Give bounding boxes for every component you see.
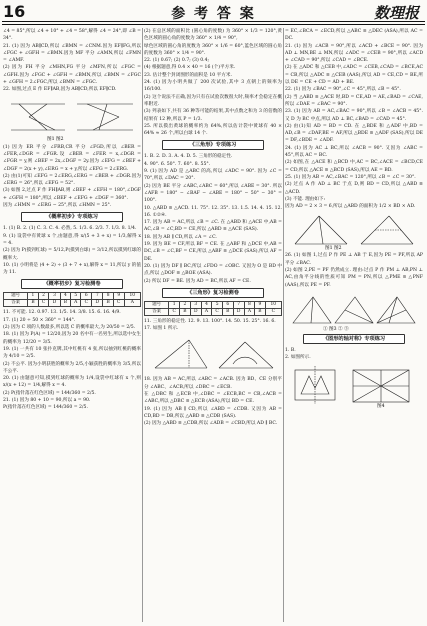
answer-paragraph: = EC,∠BCA = ∠ECD,所以 △ABC ≌ △DEC (ASA),所以 AC = DC. xyxy=(285,29,423,42)
figure-caption: ① 图3 ② ③ xyxy=(323,326,349,331)
answer-paragraph: 1. B. 2. D. 3. A. 4. D. 5. 三角形的稳定性. xyxy=(144,154,233,160)
table-cell: 4 xyxy=(201,301,211,308)
table-cell: 9 xyxy=(255,301,265,308)
table-cell: C xyxy=(169,308,180,315)
answer-paragraph: 21. (1) 因为 80 + 10 = 90,所以 a = 90. xyxy=(3,397,91,403)
answer-paragraph: 4. 90°. 6. 50°. 7. 60°. 8. 55°. xyxy=(144,161,211,167)
answer-paragraph: (2) P(指针落在红色区域) = 144/360 = 2/5. xyxy=(3,390,96,396)
column-divider xyxy=(283,28,284,622)
answer-paragraph: (2) 不公平. 因为小明获胜的概率为 2/5,小颖获胜的概率为 3/5,所以不公平. xyxy=(3,361,141,374)
answer-paragraph: (2) 在总区域的面积比 (圆心角的度数) 为 360° × 1/3 = 120°,黄色区域的圆心角的度数为 360° × 1/4 = 90°, xyxy=(144,29,282,42)
table-cell: D xyxy=(233,308,244,315)
figure-caption: 图1 图2 xyxy=(325,246,342,251)
answer-paragraph: 22. (1) 因为 ∠BAC = 90°,∠C = 45°,所以 ∠B = 45°. xyxy=(285,87,401,93)
table-cell: C xyxy=(265,308,281,315)
table-cell: 8 xyxy=(103,293,113,300)
answer-paragraph: ∠4 = 85°,所以 ∠4 + 10° + ∠4 = 58°,解得 ∠4 = 24°,即 ∠B = 34°. xyxy=(3,29,141,42)
answer-paragraph: (2) 在 △ADC 和 △CEB 中,∠ADC = ∠CEB,∠CAD = ∠BCE,AC = CB,所以 △ADC ≌ △CEB (AAS),所以 AD = CE,CD = BE,所以 DE = CE + CD = AD + BE. xyxy=(285,65,423,86)
answer-paragraph: 18. 因为 AB ∥ CD,所以 ∠A = ∠C. xyxy=(144,234,217,240)
section-title: 《三角形》专项练习 xyxy=(162,140,264,150)
answer-paragraph: (2) 因为 FH 平分 ∠MHN,FG 平分 ∠MFN,所以 ∠FGC = ∠GFH.因为 ∠FGC + ∠GFH = ∠BMN,所以 ∠BMN = ∠FGC + ∠GFH = 2∠FGC,所以 ∠BMN = ∠FGC. xyxy=(3,65,141,86)
axis-symmetry-figure xyxy=(289,364,419,408)
answer-paragraph: 23. (1) 因为 AB = AC,∠BAC = 90°,所以 ∠B = ∠ACB = 45°. 又 D 为 BC 中点,所以 AD ⊥ BC,∠BAD = ∠CAD = 45°. xyxy=(285,109,423,122)
figure-caption: 图4 xyxy=(377,403,385,408)
table-cell: A xyxy=(201,308,211,315)
answer-paragraph: (2) 如图 2,PE = PF 仍然成立. 理由:过点 P 作 PM ⊥ AB,PN ⊥ AC,由角平分线的性质可知 PM = PN,所以 △PME ≌ △PNF (AAS),所以 PE = PF. xyxy=(285,268,423,288)
answer-paragraph: (2) 由(1)知 AD = BD = CD. 在 △BDE 和 △ADF 中,BD = AD,∠B = ∠DAF,BE = AF,所以 △BDE ≌ △ADF (SAS),所以 DE = DF,∠BDE = ∠ADF. xyxy=(285,123,423,144)
table-cell: B xyxy=(255,308,265,315)
column-2 xyxy=(144,28,282,622)
page-number: 16 xyxy=(3,2,26,21)
table-cell: 1 xyxy=(169,301,180,308)
parallel-lines-figure xyxy=(7,96,137,142)
answer-paragraph: 21. (1) 因为 AB∥CD,所以 ∠BMN = ∠CNM.因为 EF∥FG,所以 ∠FGC + ∠GFH = ∠BMN.因为 MF 平分 ∠AMN,所以 ∠FMN = ∠AMF. xyxy=(3,43,141,64)
triangle-cases-figure xyxy=(289,291,419,331)
table-cell: C xyxy=(212,308,223,315)
answer-table xyxy=(3,292,141,307)
answer-paragraph: 因为 AD = 2 × 3 = 6,所以 △ABD 的面积为 1/2 × BD × AD. xyxy=(285,204,416,210)
answer-paragraph: 17. 因为 AB = AC,所以 ∠B = ∠C. 在 △ABD 和 △ACE 中,AB = AC,∠B = ∠C,BD = CE,所以 △ABD ≌ △ACE (SAS). xyxy=(144,220,282,233)
table-cell: 5 xyxy=(212,301,223,308)
answer-paragraph: 1. B. xyxy=(285,347,296,353)
table-cell: 9 xyxy=(113,293,124,300)
answer-paragraph: 19. (1) 一共有 10 张扑克牌,其中红桃有 4 张,所以抽到红桃的概率为 4/10 = 2/5. xyxy=(3,346,141,360)
table-cell: D xyxy=(190,308,201,315)
table-cell: B xyxy=(223,308,233,315)
answer-paragraph: 26. (1) 如图 1,过点 P 作 PE ⊥ AB 于 E,因为 PE = PF,所以 AP 平分 ∠BAC. xyxy=(285,253,423,266)
table-cell: 8 xyxy=(244,301,254,308)
answer-paragraph: 22. 如图,过点 E 作 EF∥AB,因为 AB∥CD,所以 EF∥CD. xyxy=(3,87,117,93)
answer-paragraph: 10. (1) 小明将是 (4 + 2) ÷ (3 + 7 + x),解得 x = 11,所以 y 的值为 11. xyxy=(3,262,141,276)
answer-paragraph: 绿色区域的圆心角的度数为 360° × 1/6 = 60°,蓝色区域的圆心角的度数为 360° × 1/4 = 90°. xyxy=(144,43,282,56)
table-cell: C xyxy=(38,300,49,307)
table-cell: 3 xyxy=(190,301,201,308)
table-cell: 3 xyxy=(49,293,60,300)
answer-paragraph: 19. 因为 BE = CF,所以 BF = CE. 在 △ABF 和 △DCE 中,AB = DC,∠B = ∠C,BF = CE,所以 △ABF ≌ △DCE (SAS),所以 AF = DE. xyxy=(144,242,282,262)
table-cell: 10 xyxy=(124,293,140,300)
answer-paragraph: 19. (1) 因为 AB ∥ CD,所以 ∠ABD = ∠CDB. 又因为 AB = CD,BD = DB,所以 △ABD ≌ △CDB (SAS). xyxy=(144,406,282,419)
column-divider xyxy=(142,28,143,622)
section-title: 《概率初步》复习检测卷 xyxy=(21,279,123,289)
answer-paragraph: 24. (1) 因为小明共做了 200 次试验,其中 3 点朝上的频率为 16/100. xyxy=(144,80,282,93)
answer-paragraph: 17. 如图 1 所示. xyxy=(144,326,179,332)
answer-paragraph: 11. 三角形的稳定性. 12. 9. 13. 100°. 14. 50. 15. 25°. 16. 6. xyxy=(144,318,276,324)
table-header: 答案 xyxy=(145,308,169,315)
answer-paragraph: 25. 所以摸出黄球的概率约为 64%,所以估计袋中黄球有 40 × 64% ≈ 26 个,所以白球 14 个. xyxy=(144,123,282,137)
answer-paragraph: (2) 由(1)可知 ∠EFG = 2∠ERG,∠ERG = ∠BER + ∠DGR.因为 ∠ERG = 26°,所以 ∠EFG = 52°. xyxy=(3,173,141,187)
table-cell: A xyxy=(124,300,140,307)
answer-paragraph: 20. (1) 因为 DF ∥ BC,所以 ∠FDO = ∠OBC. 又因为 O 是 BD 中点,所以 △DOF ≌ △BOE (ASA). xyxy=(144,263,282,277)
answer-paragraph: (2) 过点 A 作 AD ⊥ BC 于点 D,则 BD = CD,所以 △ABD ≌ △ACD. xyxy=(285,182,423,195)
answer-paragraph: 1. (1) B. 2. (1) C. 3. C. 4. 必然, 5. 1/3. 6. 2/3. 7. 1/3. 8. 1/4. xyxy=(3,226,137,232)
angle-bisector-figure xyxy=(289,212,419,250)
page-header xyxy=(0,0,427,22)
answer-paragraph: (3) 列表如下,共有 36 种等可能的结果,其中点数之和为 3 的倍数的结果有 12 种,所以 P = 1/3. xyxy=(144,109,282,122)
table-cell: B xyxy=(60,300,70,307)
section-title: 《概率初步》专项练习 xyxy=(21,212,123,222)
header-rule xyxy=(2,21,425,22)
table-cell: C xyxy=(113,300,124,307)
answer-paragraph: (2) 因为 P(摸到红球) = 5/12,P(摸到白球) = 3/12,所以摸到红球的概率大. xyxy=(3,248,141,261)
answer-table xyxy=(144,301,282,316)
answer-paragraph: 在 △DBC 和 △ECB 中,∠DBC = ∠ECB,BC = CB,∠ACB = ∠ABC,所以 △DBC ≌ △ECB (ASA),所以 BD = CE. xyxy=(144,391,282,405)
answer-paragraph: 20. (1) 由题意可知,摸到红球的概率为 1/4,设袋中红球有 x 个,则 x/(x + 12) = 1/4,解得 x = 4. xyxy=(3,376,141,389)
answer-paragraph: 22. (1) 0.67; (2) 0.7; (3) 0.4; xyxy=(144,58,210,64)
table-cell: 6 xyxy=(81,293,92,300)
answer-paragraph: (2) 如图,在 △ACE 和 △BCD 中,AC = BC,∠ACE = ∠BCD,CE = CD,所以 △ACE ≌ △BCD (SAS),所以 AE = BD. xyxy=(285,160,423,173)
answer-paragraph: 17. (1) 20 ÷ 50 × 360° = 144°. xyxy=(3,317,76,323)
table-cell: B xyxy=(28,300,38,307)
answer-paragraph: (2) 当 △ABD ≌ △ACE 时,BD = CE,AD = AE,∠BAD = ∠CAE,所以 ∠DAE = ∠BAC = 90°. xyxy=(285,94,423,107)
figure-caption: 图1 图2 xyxy=(47,136,64,142)
page-title: 参 考 答 案 xyxy=(171,6,256,22)
triangle-construction-figure xyxy=(149,334,277,374)
table-cell: 4 xyxy=(60,293,70,300)
table-cell: A xyxy=(71,300,81,307)
answer-paragraph: 9. (1) 因为 AD 是 △ABC 的高,所以 ∠ADC = 90°. 因为 ∠C = 70°,所以 ∠DAC = 20°. xyxy=(144,169,282,182)
table-cell: 7 xyxy=(92,293,103,300)
section-title: 《图形的轴对称》专项练习 xyxy=(303,334,405,344)
table-header: 题号 xyxy=(145,301,169,308)
table-cell: 1 xyxy=(28,293,38,300)
table-cell: D xyxy=(49,300,60,307)
table-cell: A xyxy=(244,308,254,315)
answer-paragraph: (2) 因为 C 项的人数最多,所以选 C 的概率最大,为 20/50 = 2/5. xyxy=(3,325,136,331)
table-cell: B xyxy=(180,308,190,315)
column-3 xyxy=(285,28,423,622)
answer-paragraph: 2. 如图所示. xyxy=(285,355,311,361)
table-cell: C xyxy=(81,300,92,307)
table-header: 答案 xyxy=(4,300,28,307)
section-title: 《三角形》复习检测卷 xyxy=(162,288,264,298)
newspaper-logo: 数理报 xyxy=(373,4,419,22)
answer-paragraph: 18. (1) 因为 P(A) = 12/20,因为 20 名中有一名男生,所以选中女生的概率为 12/20 = 3/5. xyxy=(3,332,141,345)
table-cell: D xyxy=(92,300,103,307)
answer-paragraph: (2) 因为 △ABD ≌ △CDB,所以 ∠ADB = ∠CBD,所以 AD ∥ BC. xyxy=(144,421,278,427)
answer-paragraph: (2) 因为 BE 平分 ∠ABC,∠ABC = 60°,所以 ∠ABE = 30°. 所以 ∠AFB = 180° − ∠BAF − ∠ABE = 180° − 50° − 30° = 100°. xyxy=(144,183,282,204)
table-cell: B xyxy=(103,300,113,307)
answer-paragraph: 23. 估计整个封闭图形的面积是 10 平方米. xyxy=(144,72,232,78)
answer-paragraph: 24. (1) 因为 AC ⊥ BC,所以 ∠ACB = 90°. 又因为 ∠ABC = 45°,所以 AC = BC. xyxy=(285,145,423,159)
answer-paragraph: 25. (1) 因为 AB = AC,∠BAC = 120°,所以 ∠B = ∠C = 30°. xyxy=(285,174,416,180)
answer-paragraph: (2) 这个说法不正确,因为只有在试验次数很大时,频率才会稳定在概率附近. xyxy=(144,94,282,107)
table-cell: 7 xyxy=(233,301,244,308)
table-header: 题号 xyxy=(4,293,28,300)
answer-paragraph: (3) 如图 2,过点 F 作 FH∥AB,则 ∠BEF + ∠EFH = 180°,∠DGF + ∠GFH = 180°,所以 ∠BEF + ∠EFG + ∠DGF = 360°. xyxy=(3,188,141,201)
answer-paragraph: 10. △ABD ≌ △ACD. 11. 75°. 12. 35°. 13. 1.5. 14. 4. 15. 12. 16. ①②④. xyxy=(144,205,282,218)
table-cell: 6 xyxy=(223,301,233,308)
answer-paragraph: 因为 ∠HMN = ∠ERG − 25°,所以 ∠HMN = 25°. xyxy=(3,203,112,209)
answer-paragraph: (1) 因为 ER 平分 ∠FRB,CR 平分 ∠FGD,所以 ∠BER = ∠FER,∠DGR = ∠FGR.设 ∠BER = ∠FER = x,∠DGR = ∠FGR = y,则 ∠BEF = 2x,∠DGF = 2y.因为 ∠EFG = ∠BEF + ∠DGF = 2(x + y),∠ERG = x + y,所以 ∠EFG = 2∠ERG. xyxy=(3,144,141,172)
header-rule-thin xyxy=(2,24,425,25)
table-cell: 10 xyxy=(265,301,281,308)
answer-paragraph: 9. (1) 设袋中有黄球 x 个,由题意,得 x/(5 + 3 + x) = 1/3,解得 x = 4. xyxy=(3,233,141,246)
answer-paragraph: P(指针落在红色区域) = 144/360 = 2/5. xyxy=(3,405,88,411)
table-cell: 2 xyxy=(180,301,190,308)
answer-paragraph: 18. 因为 AB = AC,所以 ∠ABC = ∠ACB. 因为 BD、CE 分别平分 ∠ABC、∠ACB,所以 ∠DBC = ∠ECB. xyxy=(144,377,282,390)
answer-paragraph: (4) 根据题意,得 0.4 × 40 = 16 (个)平方米. xyxy=(144,65,236,71)
table-cell: 5 xyxy=(71,293,81,300)
table-cell: 2 xyxy=(38,293,49,300)
answer-paragraph: 21. (1) 因为 ∠ACB = 90°,所以 ∠ACD + ∠BCE = 90°. 因为 AD ⊥ MN,BE ⊥ MN,所以 ∠ADC = ∠CEB = 90°,所以 ∠ACD + ∠CAD = 90°,所以 ∠CAD = ∠BCE. xyxy=(285,43,423,64)
answer-paragraph: (3) 不能. 理由如下: xyxy=(285,196,325,202)
column-1 xyxy=(3,28,141,622)
answer-paragraph: 11. 不可能. 12. 0.97. 13. 1/5. 14. 3/8. 15. 6. 16. 4/9. xyxy=(3,310,121,316)
answer-paragraph: (2) 所以 DF = BE. 因为 AD = BC,所以 AF = CE. xyxy=(144,278,251,284)
